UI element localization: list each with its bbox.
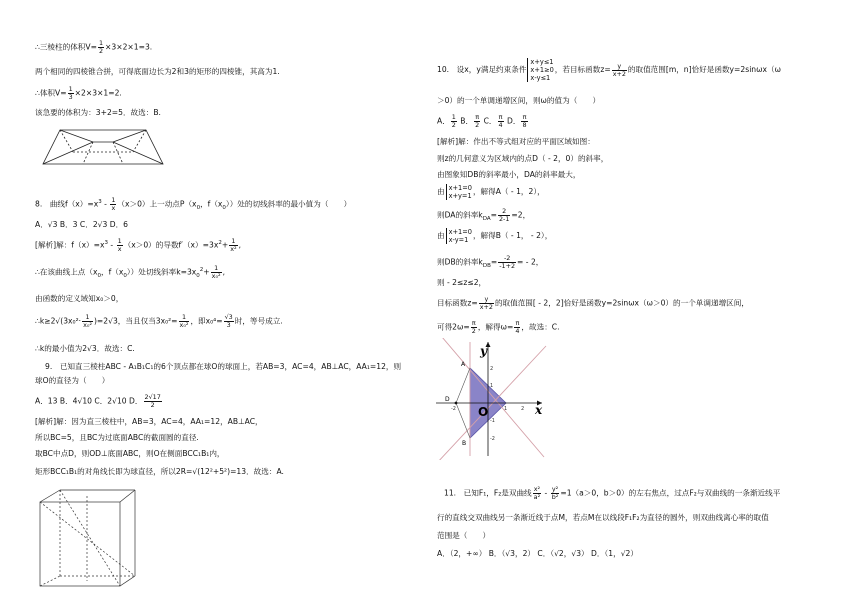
text: ，解得ω= [477,322,514,332]
q10-analysis-3: 由图象知DB的斜率最小，DA的斜率最大， [437,170,581,179]
fraction [229,238,237,253]
text: ∴体积V= [35,88,67,98]
text: [解析]解：f（x）=x [35,240,105,250]
den: 3 [68,93,73,101]
num: 2√17 [144,393,161,401]
den: 2 [475,121,480,129]
text: 8. 曲线f（x）=x [35,199,99,209]
text: 的取值范围[ - 2，2]恰好是函数y=2sinωx（ω＞0）的一个单调递增区间， [494,298,749,308]
point-B-label: B [462,440,467,447]
text: ，解得B（ - 1， - 2）， [472,231,553,240]
text: 则DA的斜率k [437,210,483,220]
equation: x+y=1 [448,192,472,200]
q9-analysis-2: 所以BC=5，且BC为过底面ABC的截面圆的直径. [35,433,199,442]
question-11-line-2: 行的直线交双曲线另一条渐近线于点M，若点M在以线段F₁F₂为直径的圆外，则双曲线离心率的取值 [437,513,769,522]
tick-label: 1 [490,383,494,389]
num: 1 [211,265,222,273]
text: 时，等号成立. [234,316,283,326]
num: 1 [82,314,93,322]
total-volume-line: 该急要的体积为：3+2=5．故选：B. [35,108,161,117]
fraction [533,486,541,501]
text: ，f（x [100,267,124,277]
num: 1 [229,238,237,246]
question-9: 9. 已知直三棱柱ABC - A₁B₁C₁的6个顶点都在球O的球面上，若AB=3，AC=4，AB⊥AC，AA₁=12，则 [45,362,402,371]
num: 1 [117,237,122,246]
text: =1（a＞0，b＞0）的左右焦点，过点F₂与双曲线的一条渐近线平 [560,488,781,498]
text: ））处切线斜率k=3x [126,267,197,277]
text: - [101,199,110,209]
text: A． [437,116,450,126]
tick-label: 2 [521,406,525,412]
subscript: DB [482,263,491,270]
num: 2 [498,208,510,216]
text: , [238,240,241,250]
den: x₀² [179,321,189,329]
text: D． [507,116,521,126]
den: 4 [498,121,503,129]
question-11 [444,486,780,501]
fraction [451,114,457,129]
den: 8 [522,121,527,129]
den: x+2 [479,303,493,311]
text: ∴三棱柱的体积V= [35,42,97,52]
constraint: x+1≥0 [530,66,554,74]
text: 的取值范围[m，n]恰好是函数y=2sinωx（ω [627,65,781,74]
prism-volume-line [35,40,152,55]
question-8: 8. 曲线$f(x)=x^3$ - $\frac{1}{x}$ （x＞0）上一动点$P(x_0$，$f(x_0)$）处的切线斜率的最小值为（ ） [35,196,352,213]
num: -2 [498,255,516,263]
den: a² [533,493,541,501]
point-A-label: A [461,361,466,368]
num: 1 [68,85,73,93]
q10-analysis-6 [437,228,552,244]
q8-analysis-2: ∴在该曲线上点（$x_0$，$f(x_0)$）处切线斜率$k=3x_0^2+$ $\frac{1}{\text{x₀²}}$ , [35,264,225,281]
pyramid-volume-line [35,86,122,101]
text: ，解得A（ - 1，2）， [472,187,545,196]
fraction [551,486,560,501]
fraction [82,314,93,329]
fraction [498,208,510,223]
constraint-system [527,58,553,82]
fraction [179,314,190,329]
question-9-line-2: 球O的直径为（ ） [35,376,110,385]
num: x² [533,485,541,493]
q8-analysis-1: [解析]解：$f(x)=x^3$ - $\frac{1}{x}$ （x＞0）的导数$f'(x)=3x^2+$ $\frac{1}{\text{x²}}$ , [35,237,241,254]
num: π [471,319,476,327]
text: A．13 B．4√10 C．2√10 D． [35,396,143,406]
x-axis-label: x [535,403,543,417]
pyramid-note: 两个相同的四棱锥合拼，可得底面边长为2和3的矩形的四棱锥，其高为1. [35,67,280,76]
text: B． [460,116,474,126]
text: )=2√3，当且仅当3x₀²= [93,316,178,326]
fraction [98,40,104,55]
text: - [108,240,116,250]
tick-label: -2 [451,406,456,412]
q8-analysis-3: 由函数的定义域知x₀＞0， [35,294,124,303]
text: 目标函数z= [437,298,478,308]
num: π [515,319,520,327]
fraction [117,238,123,253]
tick-label: -2 [490,436,495,442]
text: 由 [437,231,445,240]
den: x [117,245,122,254]
q9-analysis-3: 取BC中点D，则OD⊥底面ABC，则O在侧面BCC₁B₁内， [35,449,225,458]
q10-analysis-9 [437,296,749,311]
text: ×2×3×1=2. [74,88,122,98]
num: 1 [98,39,104,47]
num: 1 [179,314,190,322]
solid-figure [38,124,168,172]
q9-options [35,394,163,409]
fraction [521,114,527,129]
fraction [211,265,222,280]
fraction [144,394,162,409]
den: x₀² [83,321,92,329]
text: ，若目标函数z= [554,65,611,74]
text: ∴k≥2√(3x₀²· [35,316,82,326]
text: - [542,488,550,498]
question-10 [437,58,781,82]
den: 3 [226,321,231,329]
fraction [471,320,477,335]
den: b² [551,493,559,501]
den: x+2 [612,69,626,78]
question-11-line-3: 范围是（ ） [437,531,491,540]
question-10-line-2: ＞0）的一个单调递增区间，则ω的值为（ ） [437,96,601,105]
q10-analysis-1: [解析]解：作出不等式组对应的平面区域如图： [437,137,595,146]
num: y² [551,485,559,493]
q9-analysis-4: 矩形BCC₁B₁的对角线长即为球直径，所以2R=√(12²+5²)=13．故选：A. [35,467,284,476]
den: 2 [471,327,476,335]
q8-analysis-5: ∴k的最小值为2√3．故选：C. [35,344,135,353]
text: 10. 设x，y满足约束条件 [437,65,527,74]
q10-analysis-10 [437,320,560,335]
q10-analysis-4 [437,184,545,200]
text: ∴在该曲线上点（x [35,267,98,277]
q10-analysis-5 [437,208,530,224]
q10-analysis-2: 则z的几何意义为区域内的点D（ - 2，0）的斜率， [437,154,609,163]
fraction [612,63,627,78]
num: π [498,113,503,121]
equation-system [446,184,472,200]
text: ））处的切线斜率的最小值为（ ） [225,199,352,209]
segment-DB [456,403,470,438]
fraction [110,197,116,212]
den: 2 [451,121,456,129]
num: y [479,296,494,304]
fraction [498,114,504,129]
equation: x-y=1 [448,236,469,244]
q8-options: A．√3 B．3 C．2√3 D．6 [35,220,129,229]
text: ，故选：C. [521,322,560,332]
text: （x＞0）的导数f′（x）=3x [123,240,219,250]
fraction [479,296,494,311]
q10-analysis-7 [437,255,543,271]
segment-DA [456,368,470,403]
fraction [224,314,234,329]
subscript: DA [482,216,491,223]
text: =2， [511,210,531,220]
point-D-label: D [445,396,450,403]
text: = [490,210,497,220]
q8-analysis-4 [35,314,283,329]
constraint: x-y≤1 [530,74,551,82]
tick-label: 2 [490,366,494,372]
tick-label: 1 [504,406,508,412]
q10-analysis-8: 则 - 2≤z≤2， [437,278,487,287]
q9-analysis-1: [解析]解：因为直三棱柱中，AB=3，AC=4，AA₁=12，AB⊥AC， [35,417,263,426]
den: 2-1 [498,215,510,223]
text: ，f（x [200,199,223,209]
den: 4 [515,327,520,335]
den: 2 [150,401,155,409]
text: ×3×2×1=3. [105,42,153,52]
feasible-region-graph [432,338,550,460]
den: x₀² [211,272,221,281]
num: 1 [451,113,456,121]
fraction [498,255,516,270]
text: = - 2， [517,257,544,267]
text: 可得2ω= [437,322,470,332]
den: x² [230,245,237,254]
text: C． [483,116,497,126]
y-axis-label: y [480,344,487,358]
fraction [68,86,74,101]
equation: x+1=0 [448,228,472,236]
text: , [222,267,225,277]
num: π [475,113,480,121]
text: = [490,257,498,267]
q11-options: A．（2，+∞） B．（√3，2） C．（√2，√3） D．（1，√2） [437,549,638,558]
text: 则DB的斜率k [437,257,483,267]
equation: x+1=0 [448,184,472,192]
den: x [111,204,116,213]
q10-options [437,114,529,129]
fraction [474,114,480,129]
den: 2 [98,47,104,55]
origin-label: O [478,405,489,419]
num: 1 [111,196,116,205]
text: 11. 已知F₁，F₂是双曲线 [444,488,532,498]
text: （x＞0）上一动点P（x [117,199,197,209]
constraint: x+y≤1 [530,58,554,66]
equation-system [446,228,472,244]
num: π [522,113,527,121]
text: 由 [437,187,445,196]
prism-sphere-figure [35,488,145,600]
text: ，即x₀⁴= [190,316,223,326]
fraction [514,320,520,335]
num: √3 [224,313,233,321]
den: -1+2 [499,262,516,270]
tick-label: -1 [490,418,495,424]
num: y [612,63,627,71]
